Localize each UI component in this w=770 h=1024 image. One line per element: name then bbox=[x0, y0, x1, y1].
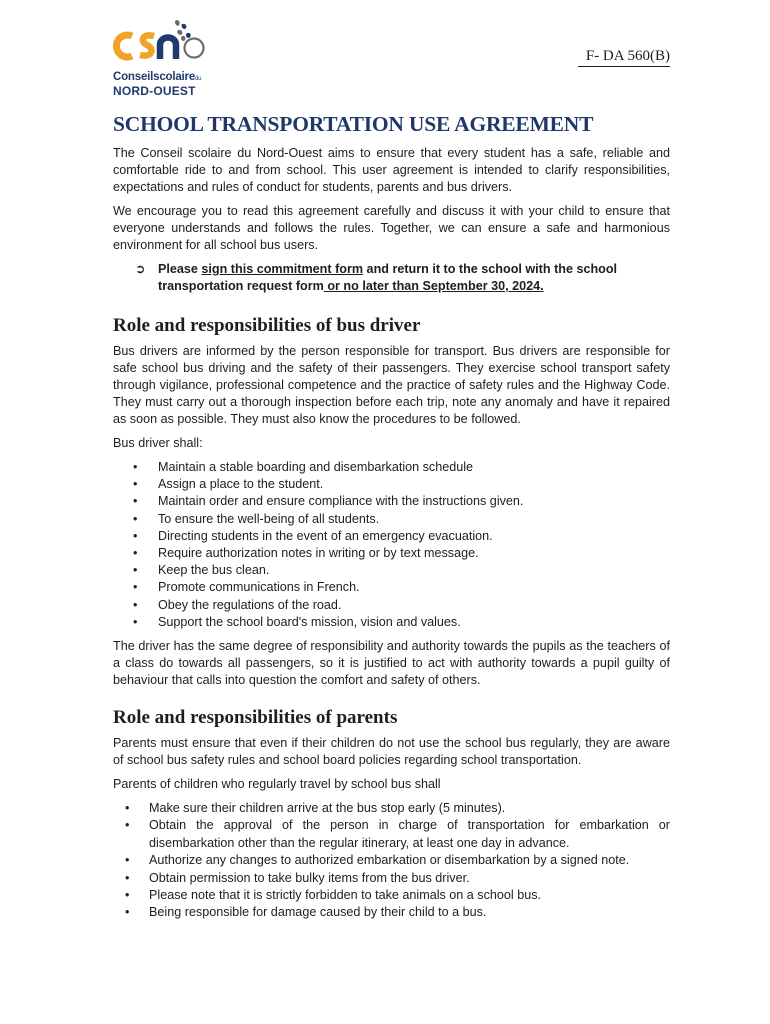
form-code: F- DA 560(B) bbox=[578, 48, 670, 67]
parents-section-heading: Role and responsibilities of parents bbox=[113, 707, 398, 729]
list-item: • Keep the bus clean. bbox=[133, 563, 270, 578]
list-item: • To ensure the well-being of all students. bbox=[133, 511, 380, 526]
logo-text-line2: NORD-OUEST bbox=[113, 84, 196, 98]
driver-paragraph-1: Bus drivers are informed by the person responsible for transport. Bus drivers are responsible for safe school bus driving and the safety of their passengers. They exercise school transport safety through vigilance, professional competence and the practice of safety rules and the Highway Code. They must carry out a thorough inspection before each trip, note any anomaly and have it repaired as soon as possible. They must also know the procedures to be followed. bbox=[113, 344, 670, 426]
list-item: • Directing students in the event of an emergency evacuation. bbox=[133, 528, 493, 543]
list-item: • Maintain a stable boarding and disembarkation schedule bbox=[133, 460, 474, 474]
parents-duties-list bbox=[113, 800, 670, 922]
parents-paragraph-1: Parents must ensure that even if their children do not use the school bus regularly, they are aware of school bus safety rules and school board policies regarding school transportation. bbox=[113, 736, 670, 768]
arrow-icon: ➲ bbox=[135, 262, 146, 276]
document-body bbox=[113, 112, 670, 929]
driver-paragraph-2: The driver has the same degree of responsibility and authority towards the pupils as the teachers of a class do towards all passengers, so it is justified to act with authority towards a pupil guilty of behaviour that calls into question the comfort and safety of others. bbox=[113, 639, 670, 688]
list-item: • Authorize any changes to authorized embarkation or disembarkation by a signed note. bbox=[125, 853, 630, 868]
list-item: • Require authorization notes in writing or by text message. bbox=[133, 546, 479, 561]
intro-paragraph-2: We encourage you to read this agreement carefully and discuss it with your child to ensure that everyone understands and follows the rules. Together, we can ensure a safe and harmonious environment for all school bus users. bbox=[113, 204, 670, 252]
driver-list-intro: Bus driver shall: bbox=[113, 436, 203, 450]
logo-text-line1: Conseilscolairedu bbox=[113, 71, 202, 83]
deadline-text: or no later than September 30, 2024. bbox=[323, 279, 544, 293]
driver-section-heading: Role and responsibilities of bus driver bbox=[113, 315, 421, 336]
list-item: • Promote communications in French. bbox=[133, 580, 360, 595]
list-item: • Being responsible for damage caused by their child to a bus. bbox=[125, 905, 487, 920]
list-item: • Obtain permission to take bulky items from the bus driver. bbox=[125, 870, 470, 885]
list-item: • Please note that it is strictly forbidden to take animals on a school bus. bbox=[125, 888, 542, 903]
parents-list-intro: Parents of children who regularly travel by school bus shall bbox=[113, 777, 441, 792]
driver-duties-list bbox=[113, 459, 670, 631]
commitment-form-link[interactable]: sign this commitment form bbox=[201, 262, 364, 276]
list-item: • Maintain order and ensure compliance with the instructions given. bbox=[133, 494, 524, 509]
list-item: • Make sure their children arrive at the bus stop early (5 minutes). bbox=[125, 801, 506, 816]
csno-logo-mark-icon bbox=[110, 14, 220, 70]
intro-paragraph-1: The Conseil scolaire du Nord-Ouest aims to ensure that every student has a safe, reliable and comfortable ride to and from school. This user agreement is intended to clarify responsibilities, expectations and rules of conduct for students, parents and bus drivers. bbox=[113, 146, 670, 194]
commitment-notice: ➲ Please sign this commitment form and return it to the school with the school transportation request form or no later than September 30, 2024. bbox=[135, 262, 618, 293]
list-item: • Obtain the approval of the person in charge of transportation for embarkation or disembarkation other than the regular itinerary, at least one day in advance. bbox=[125, 818, 670, 850]
list-item: • Support the school board's mission, vision and values. bbox=[133, 614, 461, 629]
school-board-logo bbox=[110, 14, 220, 96]
list-item: • Assign a place to the student. bbox=[133, 477, 324, 492]
document-title: SCHOOL TRANSPORTATION USE AGREEMENT bbox=[113, 112, 594, 136]
list-item: • Obey the regulations of the road. bbox=[133, 597, 342, 612]
